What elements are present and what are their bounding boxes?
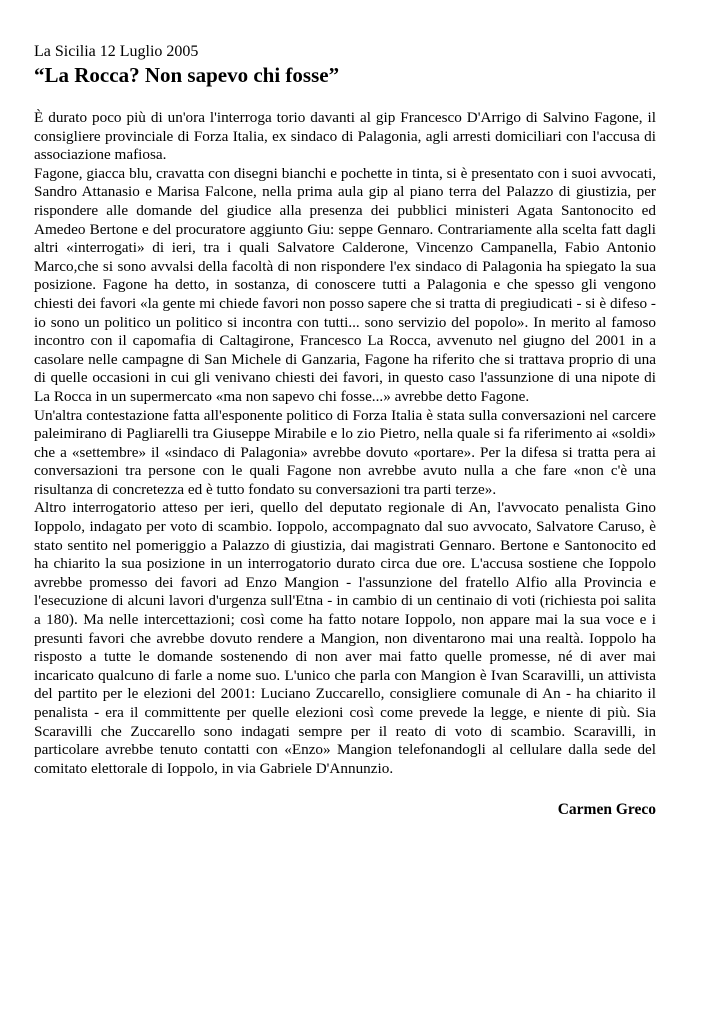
article-page bbox=[34, 42, 656, 819]
author-byline: Carmen Greco bbox=[557, 801, 656, 819]
article-paragraph: Fagone, giacca blu, cravatta con disegni bianchi e pochette in tinta, si è presentato con i suoi avvocati, Sandro Attanasio e Marisa Falcone, nella prima aula gip al piano terra del Palazzo di giustizia, per rispondere alle domande del giudice alla presenza dei pubblici ministeri Agata Santonocito ed Amedeo Bertone e del procuratore aggiunto Giu: seppe Gennaro. Contrariamente alla scelta fatt dagli altri «interrogati» di ieri, tra i quali Salvatore Calderone, Vincenzo Campanella, Fabio Antonio Marco,che si sono avvalsi della facoltà di non rispondere l'ex sindaco di Palagonia ha spiegato la sua posizione. Fagone ha detto, in sostanza, di conoscere tutti a Palagonia e che spesso gli vengono chiesti dei favori «la gente mi chiede favori non posso sapere che si tratta di pregiudicati - si è difeso - io sono un politico un politico si incontra con tutti... sono servizio del popolo». In merito al famoso incontro con il capomafia di Caltagirone, Francesco La Rocca, avvenuto nel giugno del 2001 in a casolare nelle campagne di San Michele di Ganzaria, Fagone ha riferito che si trattava proprio di una di quelle occasioni in cui gli venivano chiesti dei favori, in questo caso l'assunzione di una nipote di La Rocca in un supermercato «ma non sapevo chi fosse...» avrebbe detto Fagone. bbox=[34, 164, 656, 405]
newspaper-date-line: La Sicilia 12 Luglio 2005 bbox=[34, 43, 199, 60]
article-title: “La Rocca? Non sapevo chi fosse” bbox=[34, 63, 340, 87]
article-body bbox=[34, 109, 656, 778]
article-paragraph: È durato poco più di un'ora l'interroga torio davanti al gip Francesco D'Arrigo di Salvino Fagone, il consigliere provinciale di Forza Italia, ex sindaco di Palagonia, agli arresti domiciliari con l'accusa di associazione mafiosa. bbox=[34, 109, 656, 164]
article-paragraph: Altro interrogatorio atteso per ieri, quello del deputato regionale di An, l'avvocato penalista Gino Ioppolo, indagato per voto di scambio. Ioppolo, accompagnato dal suo avvocato, Salvatore Caruso, è stato sentito nel pomeriggio a Palazzo di giustizia, dai magistrati Gennaro. Bertone e Santonocito ed ha chiarito la sua posizione in un interrogatorio durato circa due ore. L'accusa sostiene che Ioppolo avrebbe promesso dei favori ad Enzo Mangion - l'assunzione del fratello Alfio alla Provincia e l'esecuzione di alcuni lavori d'urgenza sull'Etna - in cambio di un centinaio di voti (richiesta poi salita a 180). Ma nelle intercettazioni; così come ha fatto notare Ioppolo, non appare mai la sua voce e i presunti favori che avrebbe dovuto rendere a Mangion, non diventarono mai una realtà. Ioppolo ha risposto a tutte le domande sostenendo di non aver mai fatto quelle promesse, né di aver mai incaricato qualcuno di farle a nome suo. L'unico che parla con Mangion è Ivan Scaravilli, un attivista del partito per le elezioni del 2001: Luciano Zuccarello, consigliere comunale di An - ha chiarito il penalista - era il committente per quelle elezioni così come prevede la legge, e niente di più. Sia Scaravilli che Zuccarello sono indagati sempre per il reato di voto di scambio. Scaravilli, in particolare avrebbe tenuto contatti con «Enzo» Mangion telefonandogli al cellulare dalla sede del comitato elettorale di Ioppolo, in via Gabriele D'Annunzio. bbox=[34, 499, 656, 777]
article-paragraph: Un'altra contestazione fatta all'esponente politico di Forza Italia è stata sulla conversazioni nel carcere paleimirano di Pagliarelli tra Giuseppe Mirabile e lo zio Pietro, nella quale si fa riferimento ai «soldi» che a «settembre» il «sindaco di Palagonia» avrebbe dovuto «portare». Per la difesa si tratta pera ai conversazioni tra persone con le quali Fagone non avrebbe avuto nulla a che fare «non c'è una risultanza di concretezza ed è tutto fondato su conversazioni tra parti terze». bbox=[34, 406, 656, 498]
